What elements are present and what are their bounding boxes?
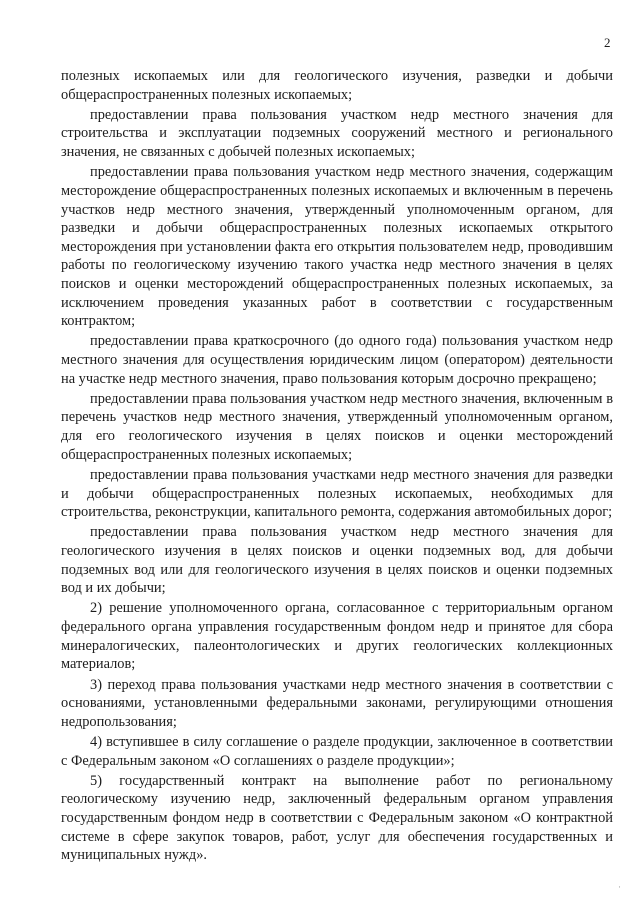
paragraph-5: предоставлении права пользования участком недр местного значения, включенным в перечень участков недр местного значения, утвержденный уполномоченным органом, для его геологического изучения в целях поисков и оценки месторождений общераспространенных полезных ископаемых; <box>61 390 613 463</box>
paragraph-1: полезных ископаемых или для геологического изучения, разведки и добычи общераспространенных полезных ископаемых; <box>61 68 613 103</box>
paragraph-4: предоставлении права краткосрочного (до одного года) пользования участком недр местного значения для осуществления юридическим лицом (оператором) деятельности на участке недр местного значения, право пользования которым досрочно прекращено; <box>61 333 613 387</box>
paragraph-6: предоставлении права пользования участками недр местного значения для разведки и добычи общераспространенных полезных ископаемых, необходимых для строительства, реконструкции, капитального ремонта, содержания автомобильных дорог; <box>61 466 613 521</box>
document-body <box>61 67 613 867</box>
paragraph-10: 4) вступившее в силу соглашение о разделе продукции, заключенное в соответствии с Федеральным законом «О соглашениях о разделе продукции»; <box>61 733 613 769</box>
scan-corner-mark: · <box>618 882 621 892</box>
paragraph-7: предоставлении права пользования участком недр местного значения для геологического изучения в целях поисков и оценки подземных вод, для добычи подземных вод или для геологического изучения в целях поисков и оценки подземных вод и их добычи; <box>61 524 613 597</box>
paragraph-11: 5) государственный контракт на выполнение работ по региональному геологическому изучению недр, заключенный федеральным органом управления государственным фондом недр в соответствии с Федеральным законом «О контрактной системе в сфере закупок товаров, работ, услуг для обеспечения государственных и муниципальных нужд». <box>61 772 613 864</box>
paragraph-2: предоставлении права пользования участком недр местного значения для строительства и эксплуатации подземных сооружений местного и регионального значения, не связанных с добычей полезных ископаемых; <box>61 106 613 161</box>
paragraph-3: предоставлении права пользования участком недр местного значения, содержащим месторождение общераспространенных полезных ископаемых и включенным в перечень участков недр местного значения, утвержденный уполномоченным органом, для разведки и добычи общераспространенных полезных ископаемых открытого месторождения при установлении факта его открытия пользователем недр, проводившим работы по геологическому изучению такого участка недр местного значения в целях поисков и оценки месторождений общераспространенных полезных ископаемых, за исключением проведения указанных работ в соответствии с государственным контрактом; <box>61 164 613 330</box>
page-number: 2 <box>604 35 611 50</box>
paragraph-9: 3) переход права пользования участками недр местного значения в соответствии с основаниями, установленными федеральными законами, регулирующими отношения недропользования; <box>61 676 613 730</box>
paragraph-8: 2) решение уполномоченного органа, согласованное с территориальным органом федерального органа управления государственным фондом недр и принятое для сбора минералогических, палеонтологических и других геологических коллекционных материалов; <box>61 600 613 673</box>
